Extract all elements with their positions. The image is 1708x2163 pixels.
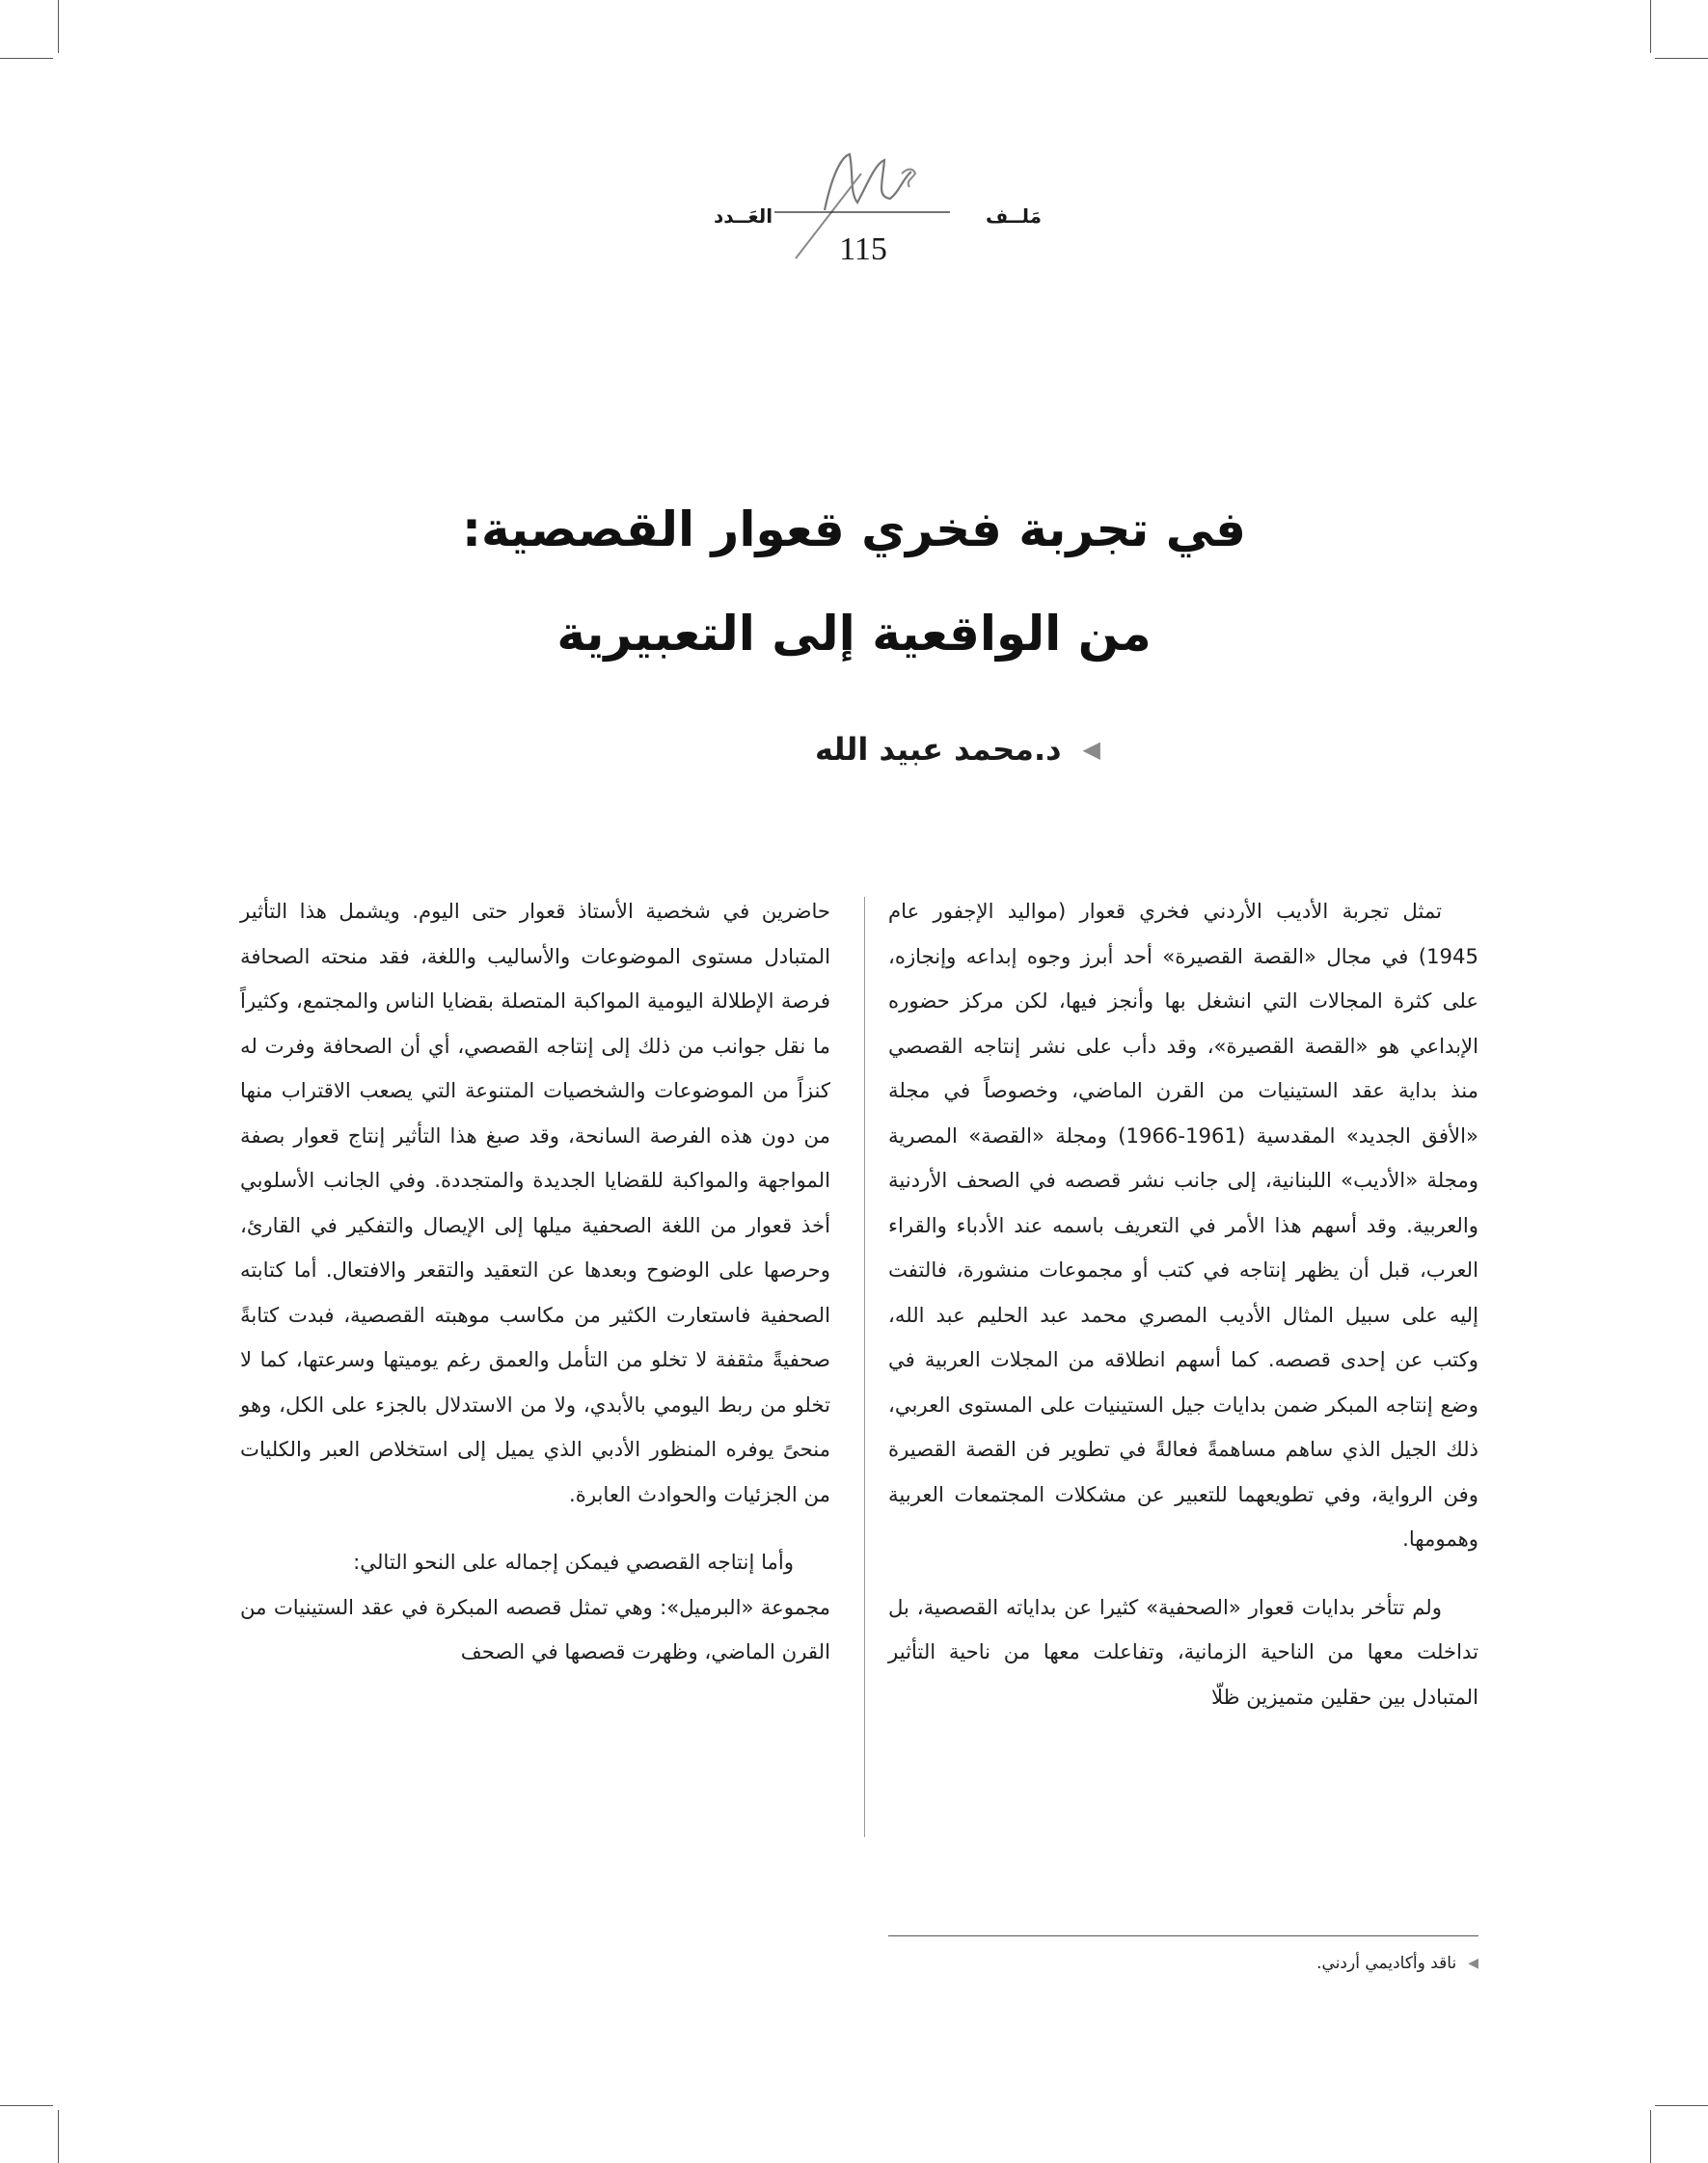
crop-mark: [58, 2110, 59, 2163]
triangle-marker-icon: ◀: [1082, 736, 1100, 763]
text-column-left: [240, 889, 830, 1675]
footnote-text: ناقد وأكاديمي أردني.: [1316, 1954, 1457, 1973]
crop-mark: [1655, 2105, 1708, 2106]
page-number: 115: [839, 231, 887, 267]
paragraph: حاضرين في شخصية الأستاذ قعوار حتى اليوم. ويشمل هذا التأثير المتبادل مستوى الموضوعات والأساليب واللغة، فقد منحته الصحافة فرصة الإطلالة اليومية المواكبة المتصلة بقضايا الناس والمجتمع، وكثيراً ما نقل جوانب من ذلك إلى إنتاجه القصصي، أي أن الصحافة وفرت له كنزاً من الموضوعات والشخصيات المتنوعة التي يصعب الاقتراب منها من دون هذه الفرصة السانحة، وقد صبغ هذا التأثير إنتاج قعوار بصفة المواجهة والمواكبة للقضايا الجديدة والمتجددة. وفي الجانب الأسلوبي أخذ قعوار من اللغة الصحفية ميلها إلى الإيصال والتفكير في القارئ، وحرصها على الوضوح وبعدها عن التعقيد والتقعر والافتعال. أما كتابته الصحفية فاستعارت الكثير من مكاسب موهبته القصصية، فبدت كتابةً صحفيةً مثقفة لا تخلو من التأمل والعمق رغم يوميتها وسرعتها، كما لا تخلو من ربط اليومي بالأبدي، ولا من الاستدلال بالجزء على الكل، وهو منحىً يوفره المنظور الأدبي الذي يميل إلى استخلاص العبر والكليات من الجزئيات والحوادث العابرة.: [240, 899, 830, 1506]
running-header: [656, 135, 1071, 280]
crop-mark: [58, 0, 59, 53]
author-name: د.محمد عبيد الله: [814, 731, 1062, 768]
crop-mark: [1650, 0, 1651, 53]
issue-label: العَــدد: [714, 204, 773, 228]
footnote-rule: [888, 1935, 1478, 1936]
paragraph: تمثل تجربة الأديب الأردني فخري قعوار (مواليد الإجفور عام 1945) في مجال «القصة القصيرة» أحد أبرز وجوه إبداعه وإنجازه، على كثرة المجالات التي انشغل بها وأنجز فيها، لكن مركز حضوره الإبداعي هو «القصة القصيرة»، وقد دأب على نشر إنتاجه القصصي منذ بداية عقد الستينيات من القرن الماضي، وخصوصاً في مجلة «الأفق الجديد» المقدسية (1961-1966) ومجلة «القصة» المصرية ومجلة «الأديب» اللبنانية، إلى جانب نشر قصصه في الصحف الأردنية والعربية. وقد أسهم هذا الأمر في التعريف باسمه عند الأدباء والقراء العرب، قبل أن يظهر إنتاجه في كتب أو مجموعات منشورة، فالتفت إليه على سبيل المثال الأديب المصري محمد عبد الحليم عبد الله، وكتب عن إحدى قصصه. كما أسهم انطلاقه من المجلات العربية في وضع إنتاجه المبكر ضمن بدايات جيل الستينيات على المستوى العربي، ذلك الجيل الذي ساهم مساهمةً فعالةً في تطوير فن القصة القصيرة وفن الرواية، وفي تطويعهما للتعبير عن مشكلات المجتمعات العربية وهمومها.: [888, 899, 1478, 1551]
column-divider: [864, 897, 865, 1837]
section-label: مَلــف: [985, 204, 1042, 228]
crop-mark: [1655, 58, 1708, 59]
triangle-marker-icon: ◀: [1468, 1956, 1478, 1971]
footnote: [1316, 1954, 1478, 1973]
article-title-line-2: من الواقعية إلى التعبيرية: [556, 606, 1152, 662]
paragraph: وأما إنتاجه القصصي فيمكن إجماله على النحو التالي:: [353, 1550, 794, 1574]
text-column-right: [888, 889, 1478, 1719]
paragraph: مجموعة «البرميل»: وهي تمثل قصصه المبكرة في عقد الستينيات من القرن الماضي، وظهرت قصصها في الصحف: [240, 1594, 830, 1663]
crop-mark: [0, 58, 53, 59]
crop-mark: [1650, 2110, 1651, 2163]
author-byline: [815, 731, 1100, 768]
article-title-line-1: في تجربة فخري قعوار القصصية:: [461, 501, 1247, 557]
paragraph: ولم تتأخر بدايات قعوار «الصحفية» كثيرا عن بداياته القصصية، بل تداخلت معها من الناحية الزمانية، وتفاعلت معها من ناحية التأثير المتبادل بين حقلين متميزين ظلّا: [888, 1594, 1478, 1709]
crop-mark: [0, 2105, 53, 2106]
